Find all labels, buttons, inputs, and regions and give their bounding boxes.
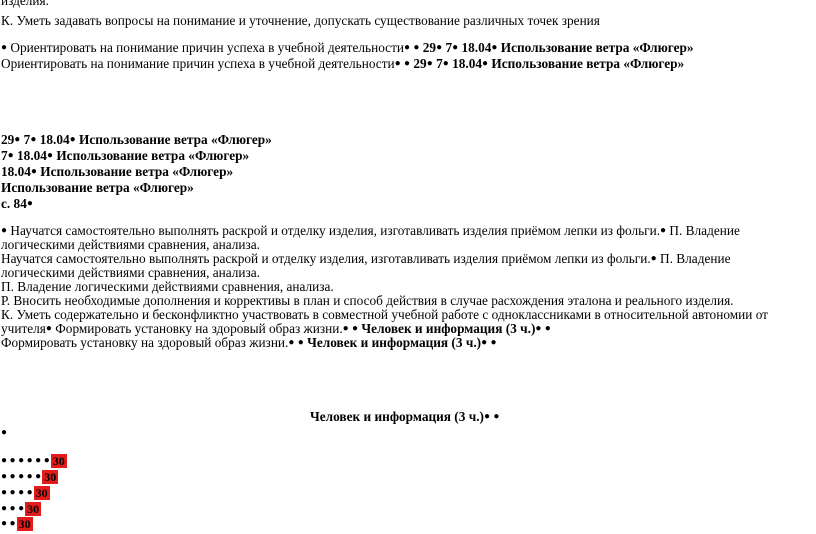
text-line: 18.04● Использование ветра «Флюгер» [1, 164, 234, 179]
text-line: с. 84● [1, 196, 33, 211]
text-line: П. Владение логическими действиями сравнения, анализа. [1, 279, 334, 294]
text-line: К. Уметь содержательно и бесконфликтно участвовать в совместной учебной работе с одноклассниками в относительной автономии от [1, 307, 768, 322]
page-badge: 30 [44, 470, 57, 484]
text-line: Научатся самостоятельно выполнять раскрой и отделку изделия, изготавливать изделия приёмом лепки из фольги.● П. Владение [1, 251, 731, 266]
text-line: логическими действиями сравнения, анализа. [1, 237, 260, 252]
badge-row: ● ● ● ● ● ● 30 [1, 454, 65, 468]
section-heading: Человек и информация (3 ч.)● ● [310, 409, 500, 424]
badge-row: ● ● ● ● ● 30 [1, 470, 57, 484]
page-badge: 30 [52, 454, 65, 468]
text-line: 7● 18.04● Использование ветра «Флюгер» [1, 148, 250, 163]
text-line: Р. Вносить необходимые дополнения и коррективы в план и способ действия в случае расхождения эталона и реального изделия. [1, 293, 734, 308]
page-badge: 30 [35, 486, 48, 500]
text-line: 29● 7● 18.04● Использование ветра «Флюгер» [1, 132, 272, 147]
text-line: Ориентировать на понимание причин успеха в учебной деятельности● ● 29● 7● 18.04● Использование ветра «Флюгер» [1, 56, 685, 71]
text-line: К. Уметь задавать вопросы на понимание и уточнение, допускать существование различных точек зрения [1, 13, 600, 28]
text-line: Использование ветра «Флюгер» [1, 180, 194, 195]
page-badge: 30 [27, 502, 40, 516]
badge-row: ● ● ● 30 [1, 502, 40, 516]
text-line: изделия. [1, 0, 49, 8]
badge-row: ● ● ● ● 30 [1, 486, 48, 500]
text-line: ● Научатся самостоятельно выполнять раскрой и отделку изделия, изготавливать изделия приёмом лепки из фольги.● П. Владение [1, 223, 740, 238]
text-line: ● Ориентировать на понимание причин успеха в учебной деятельности● ● 29● 7● 18.04● Использование ветра «Флюгер» [1, 40, 694, 55]
text-line: Формировать установку на здоровый образ жизни.● ● Человек и информация (3 ч.)● ● [1, 335, 497, 350]
badge-row: ● ● 30 [1, 517, 31, 531]
bullet-line: ● [1, 427, 8, 438]
text-line: учителя● Формировать установку на здоровый образ жизни.● ● Человек и информация (3 ч.)● ● [1, 321, 551, 336]
page-badge: 30 [18, 517, 31, 531]
text-line: логическими действиями сравнения, анализа. [1, 265, 260, 280]
